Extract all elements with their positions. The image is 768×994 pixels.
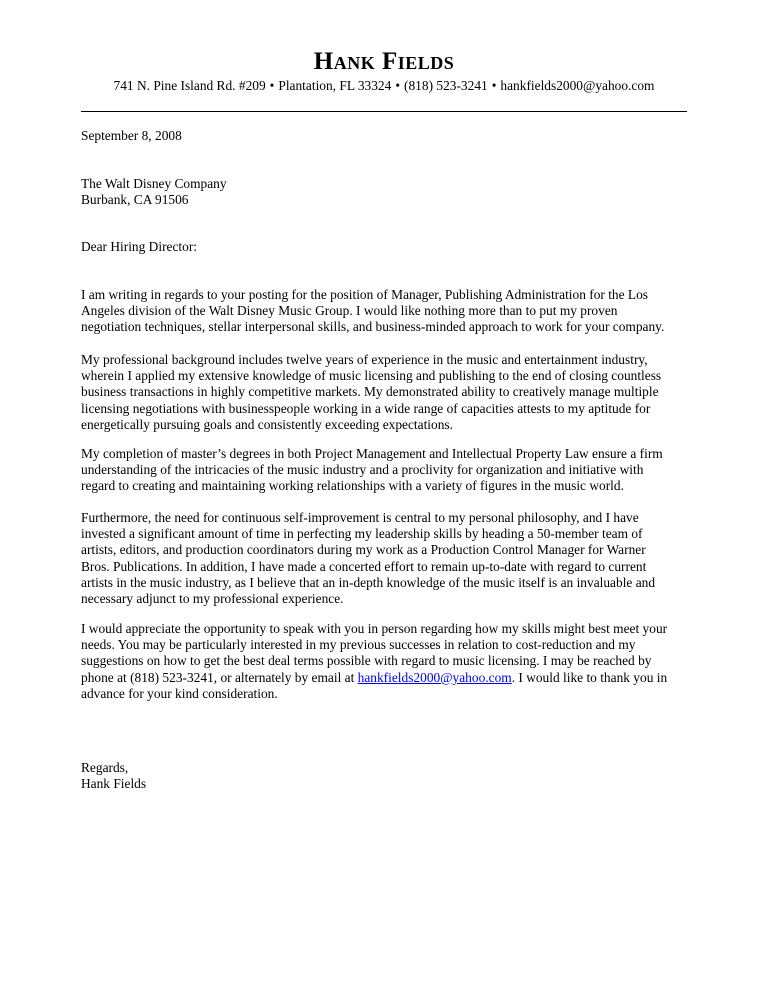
paragraph-line: needs. You may be particularly interested in my previous successes in relation to cost-reduction and my xyxy=(81,637,636,653)
email-link[interactable]: hankfields2000@yahoo.com xyxy=(357,669,512,685)
paragraph-leadership xyxy=(81,510,693,607)
paragraph-line: Angeles division of the Walt Disney Music Group. I would like nothing more than to put my proven xyxy=(81,303,618,319)
sender-address: 741 N. Pine Island Rd. #209 xyxy=(113,78,266,93)
contact-line xyxy=(0,78,768,94)
paragraph-line: licensing negotiations with businesspeople working in a wide range of capacities attests to my aptitude for xyxy=(81,400,651,416)
paragraph-line: My professional background includes twelve years of experience in the music and entertainment industry, xyxy=(81,352,648,367)
paragraph-line: business transactions in highly competitive markets. My demonstrated ability to creatively manage multiple xyxy=(81,384,659,400)
sender-phone: (818) 523-3241 xyxy=(404,78,488,93)
contact-text: phone at (818) 523-3241, or alternately by email at xyxy=(81,669,358,685)
paragraph-line: advance for your kind consideration. xyxy=(81,685,278,701)
paragraph-line: regard to creating and maintaining working relationships with a variety of figures in the music world. xyxy=(81,478,624,494)
paragraph-line: energetically pursuing goals and consistently exceeding expectations. xyxy=(81,416,453,432)
paragraph-closing xyxy=(81,621,693,702)
paragraph-line: suggestions on how to get the best deal terms possible with regard to music licensing. I may be reached by xyxy=(81,653,652,669)
valediction: Regards, xyxy=(81,760,129,775)
paragraph-line: invested a significant amount of time in perfecting my leadership skills by heading a 50-member team of xyxy=(81,526,643,542)
letter-date: September 8, 2008 xyxy=(81,128,182,143)
paragraph-line: I am writing in regards to your posting for the position of Manager, Publishing Administration for the Los xyxy=(81,287,649,302)
paragraph-line: artists, editors, and production coordinators during my work as a Production Control Manager for Warner xyxy=(81,542,646,558)
bullet-separator: • xyxy=(491,78,497,93)
bullet-separator: • xyxy=(395,78,401,93)
salutation: Dear Hiring Director: xyxy=(81,239,198,254)
paragraph-background xyxy=(81,352,693,433)
recipient-city: Burbank, CA 91506 xyxy=(81,192,189,208)
paragraph-line: Bros. Publications. In addition, I have made a concerted effort to remain up-to-date with regard to current xyxy=(81,558,647,574)
paragraph-line: artists in the music industry, as I believe that an in-depth knowledge of the music itself is an invaluable and xyxy=(81,574,656,590)
header-divider xyxy=(81,111,687,112)
paragraph-line: necessary adjunct to my professional experience. xyxy=(81,591,344,607)
sender-email: hankfields2000@yahoo.com xyxy=(500,78,655,93)
paragraph-line: wherein I applied my extensive knowledge of music licensing and publishing to the end of closing countless xyxy=(81,368,662,384)
paragraph-line: negotiation techniques, stellar interpersonal skills, and business-minded approach to work for your company. xyxy=(81,319,665,335)
paragraph-line: I would appreciate the opportunity to speak with you in person regarding how my skills might best meet your xyxy=(81,621,668,636)
sender-city: Plantation, FL 33324 xyxy=(278,78,392,93)
contact-text-end: . I would like to thank you in xyxy=(511,669,668,685)
signature-name: Hank Fields xyxy=(81,776,147,792)
sender-name: Hank Fields xyxy=(313,48,455,75)
paragraph-line: understanding of the intricacies of the music industry and a proclivity for organization and initiative with xyxy=(81,462,644,478)
recipient-company: The Walt Disney Company xyxy=(81,176,227,191)
recipient-block xyxy=(81,176,693,208)
paragraph-line: My completion of master’s degrees in both Project Management and Intellectual Property Law ensure a firm xyxy=(81,446,663,461)
bullet-separator: • xyxy=(269,78,275,93)
paragraph-intro xyxy=(81,287,693,336)
paragraph-education xyxy=(81,446,693,495)
closing-block xyxy=(81,760,693,792)
paragraph-line xyxy=(81,670,693,686)
paragraph-line: Furthermore, the need for continuous self-improvement is central to my personal philosophy, and I have xyxy=(81,510,639,525)
